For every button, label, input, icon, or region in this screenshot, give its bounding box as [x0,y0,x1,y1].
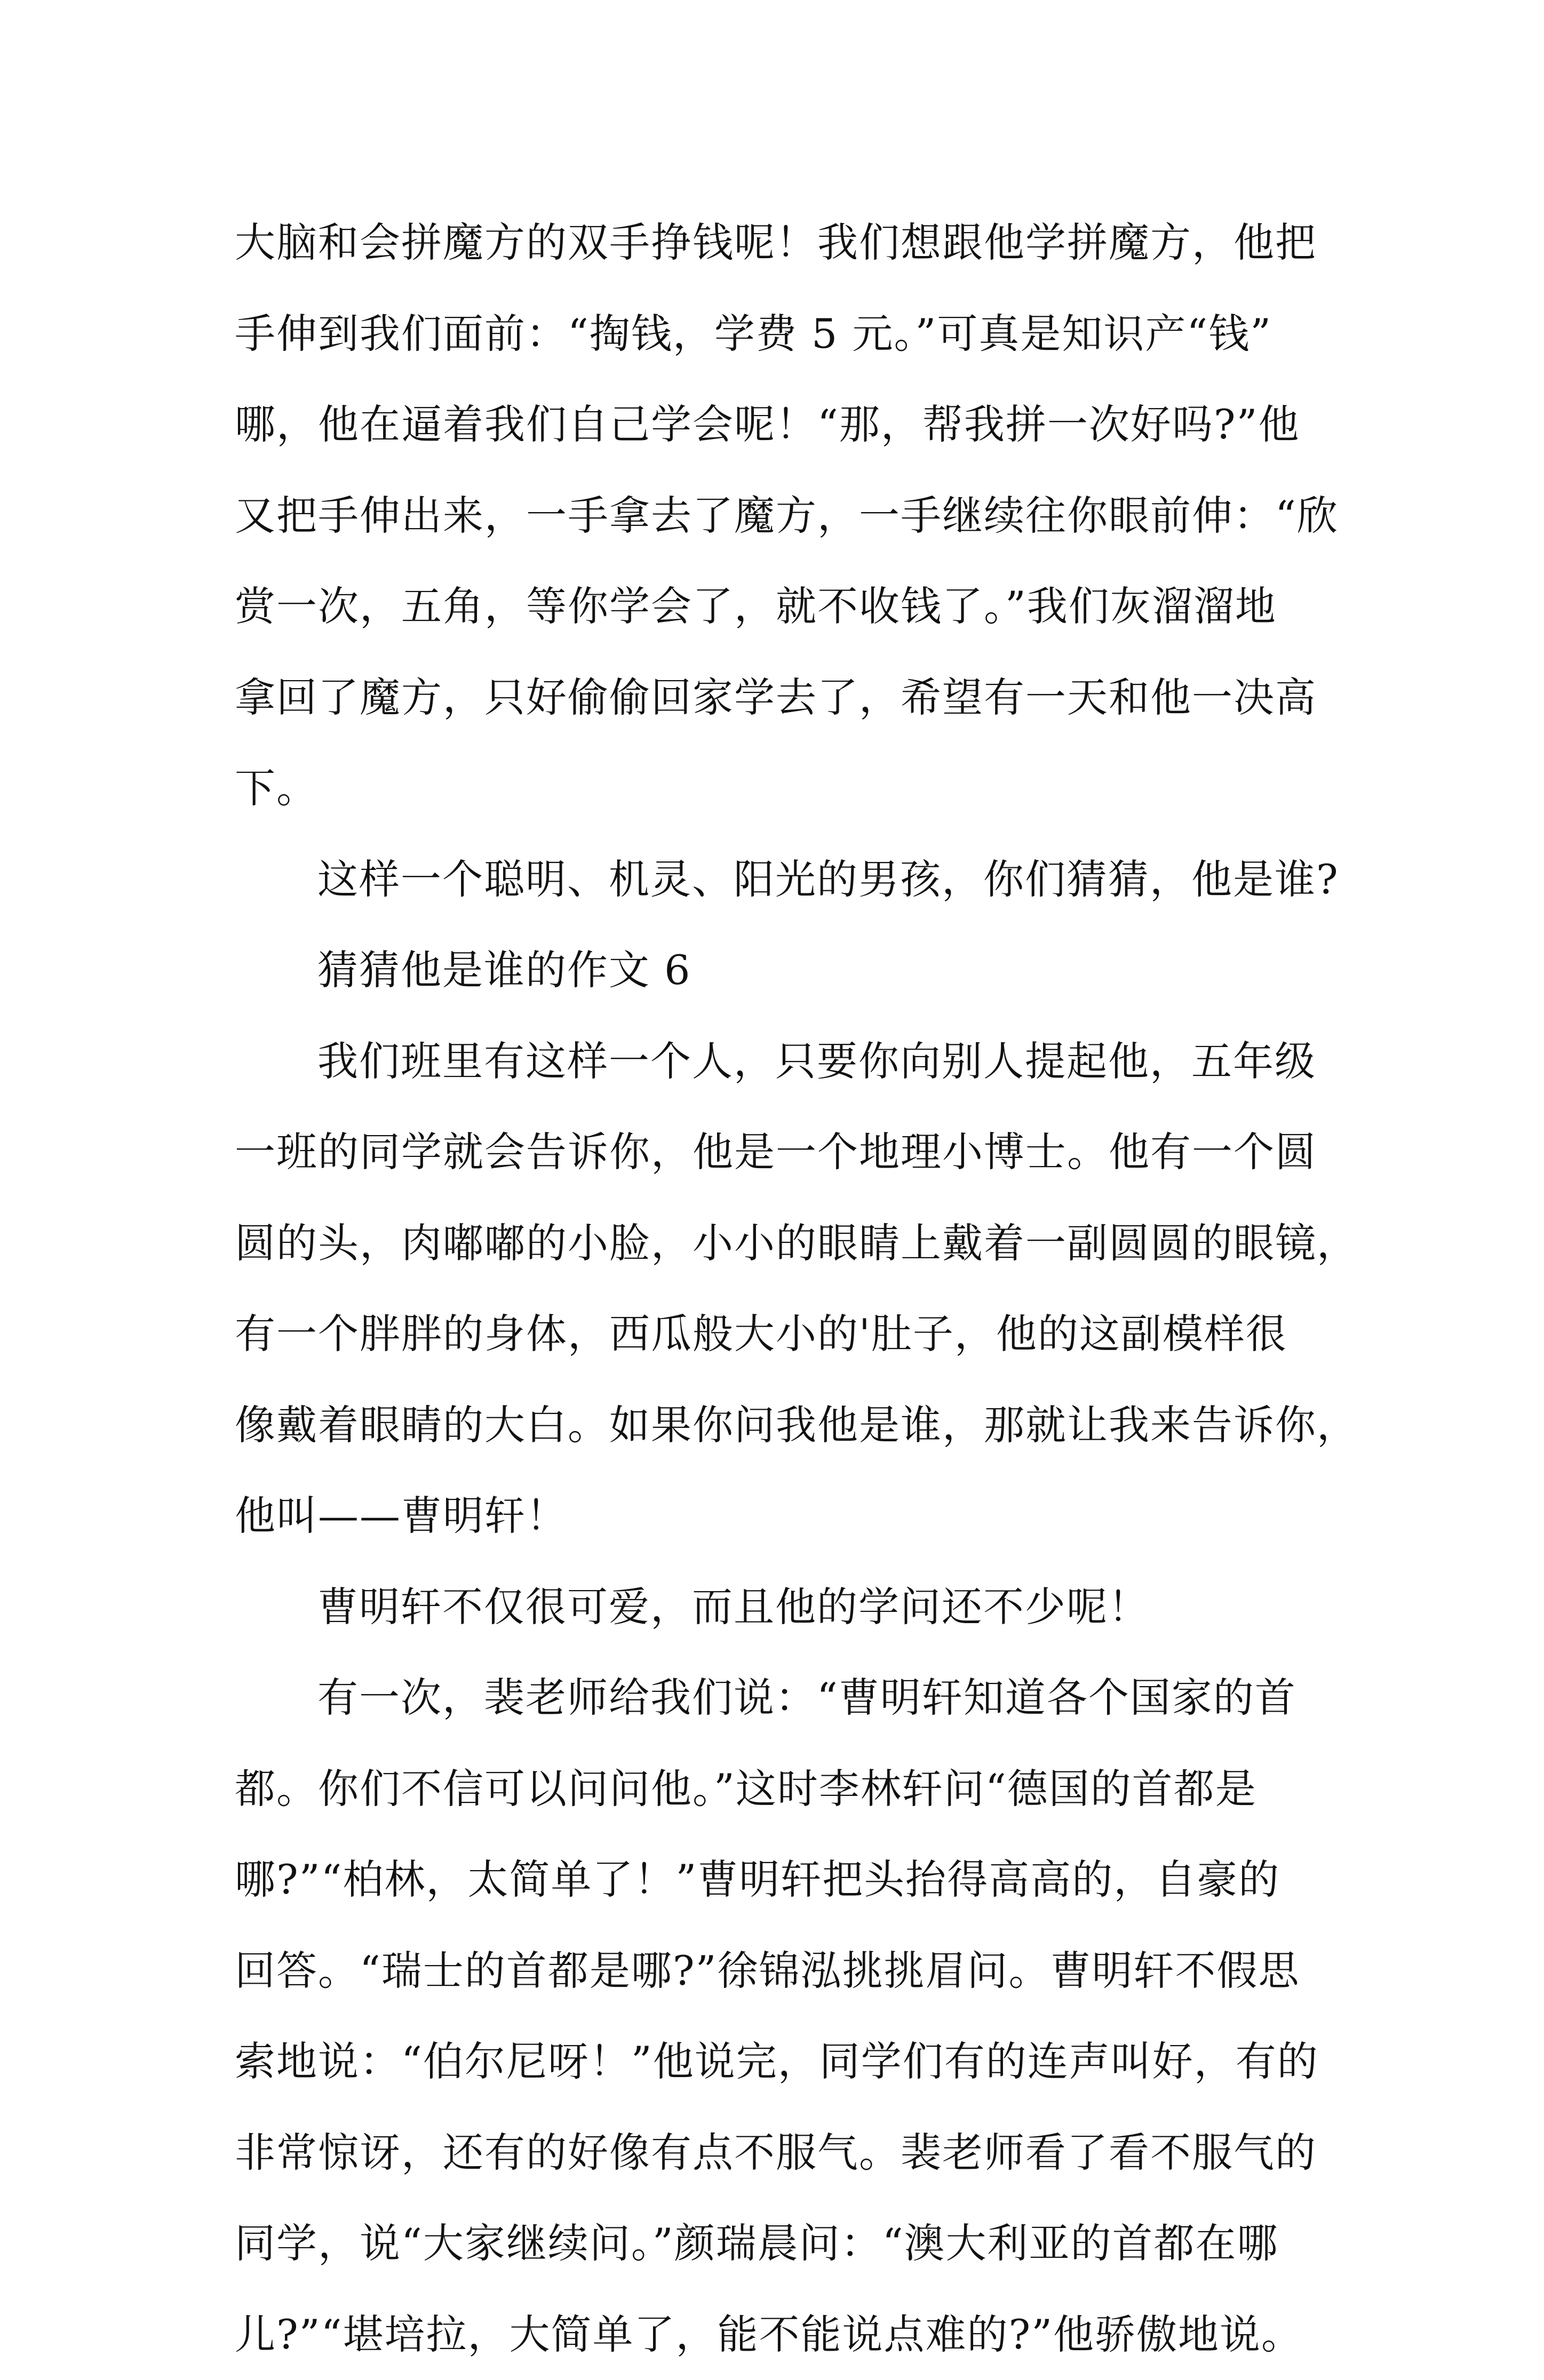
text-line: 都。你们不信可以问问他。”这时李林轩问“德国的首都是 [235,1744,1318,1835]
text-line: 我们班里有这样一个人，只要你向别人提起他，五年级 [235,1016,1318,1107]
text-line: 同学，说“大家继续问。”颜瑞晨问：“澳大利亚的首都在哪 [235,2198,1318,2289]
text-line: 手伸到我们面前：“掏钱，学费 5 元。”可真是知识产“钱” [235,289,1318,380]
text-line: 曹明轩不仅很可爱，而且他的学问还不少呢！ [235,1562,1318,1653]
text-line: 哪?”“柏林，太简单了！”曹明轩把头抬得高高的，自豪的 [235,1834,1318,1926]
text-line: 一班的同学就会告诉你，他是一个地理小博士。他有一个圆 [235,1107,1318,1198]
text-line: 有一次，裴老师给我们说：“曹明轩知道各个国家的首 [235,1652,1318,1744]
text-line: 非常惊讶，还有的好像有点不服气。裴老师看了看不服气的 [235,2107,1318,2199]
text-line: 儿?”“堪培拉，大简单了，能不能说点难的?”他骄傲地说。 [235,2289,1318,2380]
text-line: 哪，他在逼着我们自己学会呢！“那，帮我拼一次好吗?”他 [235,379,1318,470]
text-line: 回答。“瑞士的首都是哪?”徐锦泓挑挑眉问。曹明轩不假思 [235,1926,1318,2017]
text-line: 猜猜他是谁的作文 6 [235,925,1318,1016]
text-line: 下。 [235,743,1318,834]
text-line: 又把手伸出来，一手拿去了魔方，一手继续往你眼前伸：“欣 [235,470,1318,562]
text-line: 这样一个聪明、机灵、阳光的男孩，你们猜猜，他是谁? [235,834,1318,925]
text-line: 赏一次，五角，等你学会了，就不收钱了。”我们灰溜溜地 [235,561,1318,652]
text-line: 像戴着眼睛的大白。如果你问我他是谁，那就让我来告诉你， [235,1380,1318,1471]
text-line: 有一个胖胖的身体，西瓜般大小的'肚子，他的这副模样很 [235,1289,1318,1380]
document-body [235,197,1318,2380]
text-line: 大脑和会拼魔方的双手挣钱呢！我们想跟他学拼魔方，他把 [235,197,1318,289]
text-line: 圆的头，肉嘟嘟的小脸，小小的眼睛上戴着一副圆圆的眼镜， [235,1198,1318,1289]
text-line: 他叫——曹明轩！ [235,1471,1318,1562]
text-line: 拿回了魔方，只好偷偷回家学去了，希望有一天和他一决高 [235,652,1318,744]
text-line: 索地说：“伯尔尼呀！”他说完，同学们有的连声叫好，有的 [235,2016,1318,2107]
